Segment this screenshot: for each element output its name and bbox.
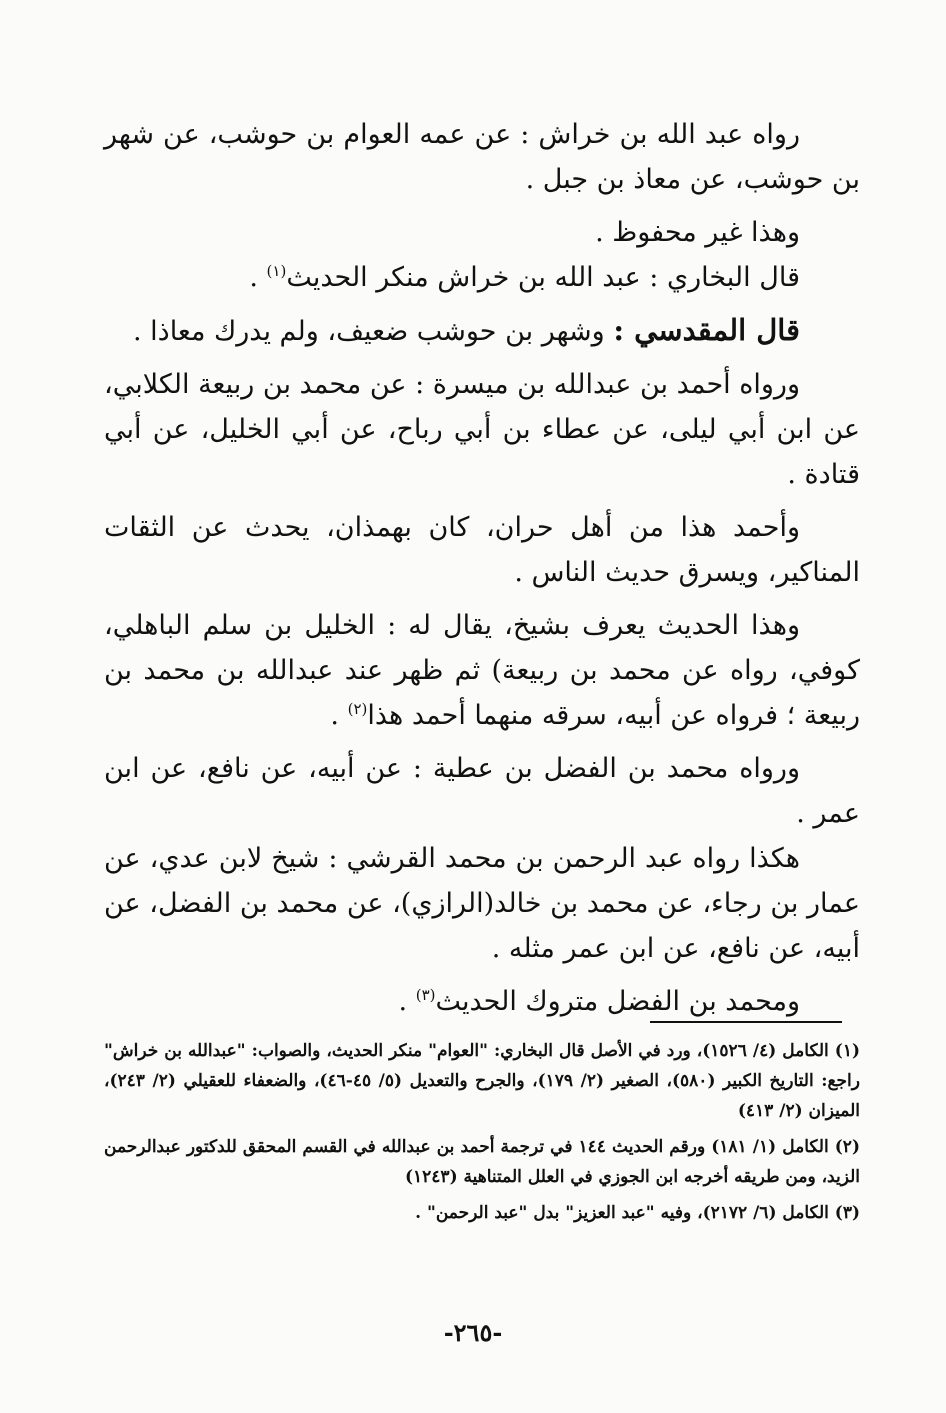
paragraph-end: . [249,262,267,293]
speaker-label: قال المقدسي : [613,313,800,347]
paragraph-end: . [330,700,348,731]
paragraph-1 [104,112,860,202]
paragraph-8 [104,746,860,836]
paragraph-text: ورواه محمد بن الفضل بن عطية : عن أبيه، عن نافع، عن ابن عمر . [104,753,860,829]
paragraph-5 [104,362,860,497]
paragraph-end: . [398,986,416,1017]
paragraph-9 [104,836,860,971]
paragraph-text: وهذا الحديث يعرف بشيخ، يقال له : الخليل بن سلم الباهلي، كوفي، رواه عن محمد بن ربيعة) ثم ظهر عند عبدالله بن محمد بن ربيعة ؛ فرواه عن أبيه، سرقه منهما أحمد هذا [104,610,860,731]
paragraph-text: وأحمد هذا من أهل حران، كان بهمذان، يحدث عن الثقات المناكير، ويسرق حديث الناس . [104,512,860,588]
paragraph-2 [104,210,860,255]
footnote-1: (١) الكامل (٤/ ١٥٢٦)، ورد في الأصل قال البخاري: "العوام" منكر الحديث، والصواب: "عبدالله بن خراش" راجع: التاريخ الكبير (٥٨٠)، الصغير (٢/ ١٧٩)، والجرح والتعديل (٥/ ٤٥-٤٦)، والضعفاء للعقيلي (٢/ ٢٤٣)، الميزان (٢/ ٤١٣) [104,1041,860,1121]
footnote-3: (٣) الكامل (٦/ ٢١٧٢)، وفيه "عبد العزيز" بدل "عبد الرحمن" . [415,1203,860,1223]
paragraph-text: ومحمد بن الفضل متروك الحديث [435,986,800,1017]
paragraph-text: رواه عبد الله بن خراش : عن عمه العوام بن حوشب، عن شهر بن حوشب، عن معاذ بن جبل . [104,119,860,195]
paragraph-7 [104,603,860,738]
footnote-divider [650,1021,842,1023]
footnote-ref-1: (١) [266,262,287,280]
paragraph-text: وهذا غير محفوظ . [595,217,800,248]
paragraph-text: قال البخاري : عبد الله بن خراش منكر الحديث [286,262,800,293]
page-number: -٢٦٥- [443,1318,503,1347]
main-text [104,112,860,1032]
paragraph-6 [104,505,860,595]
footnotes [104,1036,860,1234]
paragraph-3 [104,255,860,300]
paragraph-text: هكذا رواه عبد الرحمن بن محمد القرشي : شيخ لابن عدي، عن عمار بن رجاء، عن محمد بن خالد(الرازي)، عن محمد بن الفضل، عن أبيه، عن نافع، عن ابن عمر مثله . [104,843,860,964]
footnote-2: (٢) الكامل (١/ ١٨١) ورقم الحديث ١٤٤ في ترجمة أحمد بن عبدالله في القسم المحقق للدكتور عبدالرحمن الزيد، ومن طريقه أخرجه ابن الجوزي في العلل المتناهية (١٢٤٣) [104,1137,860,1187]
paragraph-10 [104,979,860,1024]
paragraph-4 [104,308,860,354]
paragraph-text: ورواه أحمد بن عبدالله بن ميسرة : عن محمد بن ربيعة الكلابي، عن ابن أبي ليلى، عن عطاء بن أبي رباح، عن أبي الخليل، عن أبي قتادة . [104,369,860,490]
paragraph-text: وشهر بن حوشب ضعيف، ولم يدرك معاذا . [133,316,614,347]
footnote-ref-2: (٢) [347,700,368,718]
footnote-ref-3: (٣) [415,986,436,1004]
